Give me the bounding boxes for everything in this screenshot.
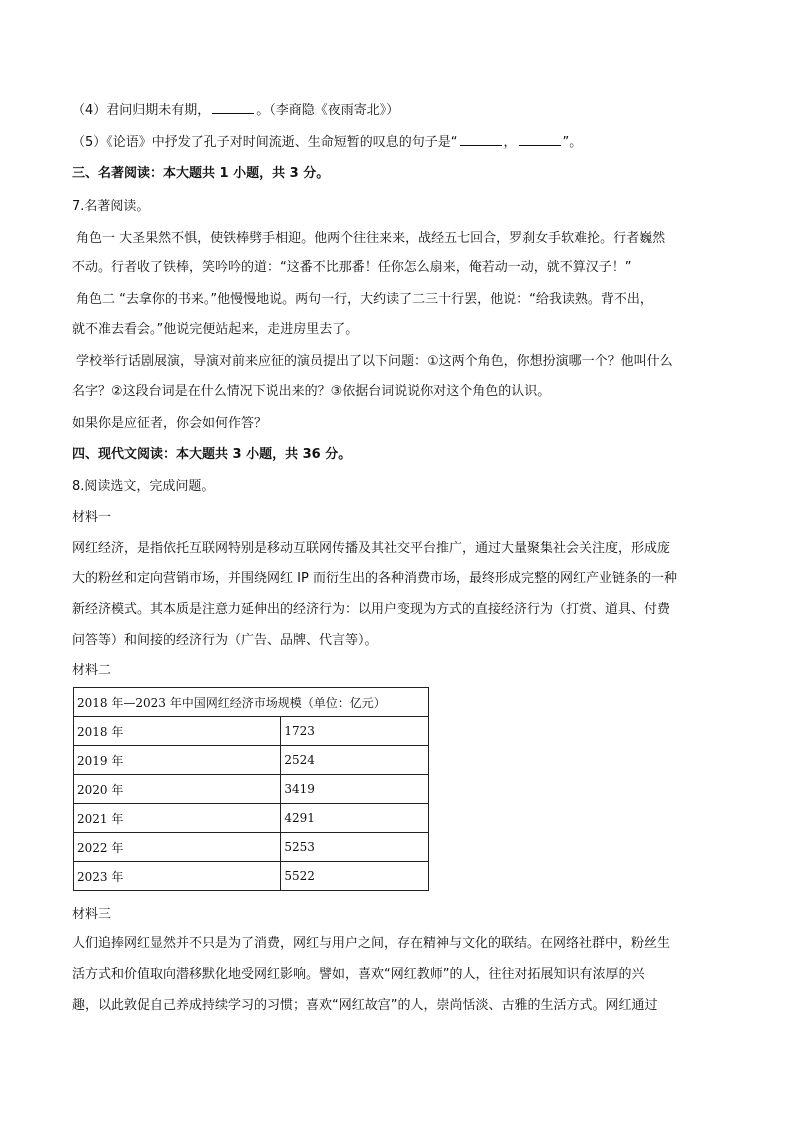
year-cell: 2019 年 <box>74 746 281 775</box>
table-row <box>74 833 429 862</box>
material-3-line-2: 活方式和价值取向潜移默化地受网红影响。譬如，喜欢“网红教师”的人，往往对拓展知识有浓厚的兴 <box>72 967 645 982</box>
material-3-label: 材料三 <box>72 907 112 922</box>
value-cell: 5253 <box>281 833 429 862</box>
q6-item-4: （4）君问归期未有期， 。（李商隐《夜雨寄北》） <box>72 103 400 118</box>
q7-passage-1-line-1: 角色一 大圣果然不惧，使铁棒劈手相迎。他两个往往来来，战经五七回合，罗刹女手软难抡。行者巍然 <box>76 231 666 246</box>
material-1-line-4: 问答等）和间接的经济行为（广告、品牌、代言等）。 <box>72 633 378 648</box>
market-size-table <box>73 687 429 891</box>
q8-title: 8.阅读选文，完成问题。 <box>72 479 215 494</box>
table-caption: 2018 年—2023 年中国网红经济市场规模（单位：亿元） <box>74 688 429 717</box>
material-3-line-3: 趣，以此敦促自己养成持续学习的习惯；喜欢“网红故宫”的人，崇尚恬淡、古雅的生活方式。网红通过 <box>72 998 658 1013</box>
answer-blank[interactable] <box>212 101 254 114</box>
table-row <box>74 746 429 775</box>
table-row <box>74 862 429 891</box>
material-2-label: 材料二 <box>72 663 112 678</box>
answer-blank[interactable] <box>460 133 502 146</box>
material-1-label: 材料一 <box>72 510 112 525</box>
q7-passage-1-line-2: 不动。行者收了铁棒，笑吟吟的道：“这番不比那番！任你怎么扇来，俺若动一动，就不算汉子！” <box>72 260 632 275</box>
material-1-line-2: 大的粉丝和定向营销市场，并围绕网红 IP 而衍生出的各种消费市场，最终形成完整的网红产业链条的一种 <box>72 571 677 586</box>
material-1-line-3: 新经济模式。其本质是注意力延伸出的经济行为：以用户变现为方式的直接经济行为（打赏、道具、付费 <box>72 602 671 617</box>
value-cell: 3419 <box>281 775 429 804</box>
material-3-line-1: 人们追捧网红显然并不只是为了消费，网红与用户之间，存在精神与文化的联结。在网络社群中，粉丝生 <box>72 936 671 951</box>
table-row <box>74 717 429 746</box>
value-cell: 4291 <box>281 804 429 833</box>
material-1-line-1: 网红经济，是指依托互联网特别是移动互联网传播及其社交平台推广，通过大量聚集社会关注度，形成庞 <box>72 541 671 556</box>
q7-title: 7.名著阅读。 <box>72 199 150 214</box>
q6-item-5: （5）《论语》中抒发了孔子对时间流逝、生命短暂的叹息的句子是“ ， ”。 <box>72 135 583 150</box>
section-4-title: 四、现代文阅读：本大题共 3 小题，共 36 分。 <box>72 447 352 462</box>
table-row <box>74 804 429 833</box>
value-cell: 1723 <box>281 717 429 746</box>
q7-question-line-1: 学校举行话剧展演，导演对前来应征的演员提出了以下问题：①这两个角色，你想扮演哪一个？他叫什么 <box>76 354 673 369</box>
year-cell: 2022 年 <box>74 833 281 862</box>
table-row <box>74 775 429 804</box>
value-cell: 5522 <box>281 862 429 891</box>
table-caption-row <box>74 688 429 717</box>
answer-blank[interactable] <box>519 133 561 146</box>
year-cell: 2021 年 <box>74 804 281 833</box>
year-cell: 2018 年 <box>74 717 281 746</box>
value-cell: 2524 <box>281 746 429 775</box>
q7-question-line-2: 名字？②这段台词是在什么情况下说出来的？③依据台词说说你对这个角色的认识。 <box>72 384 551 399</box>
q7-passage-2-line-1: 角色二 “去拿你的书来。”他慢慢地说。两句一行，大约读了二三十行罢，他说：“给我读熟。背不出， <box>76 292 653 307</box>
q7-passage-2-line-2: 就不准去看会。”他说完便站起来，走进房里去了。 <box>72 322 359 337</box>
q7-prompt: 如果你是应征者，你会如何作答？ <box>72 416 268 431</box>
year-cell: 2023 年 <box>74 862 281 891</box>
year-cell: 2020 年 <box>74 775 281 804</box>
section-3-title: 三、名著阅读：本大题共 1 小题，共 3 分。 <box>72 166 330 181</box>
